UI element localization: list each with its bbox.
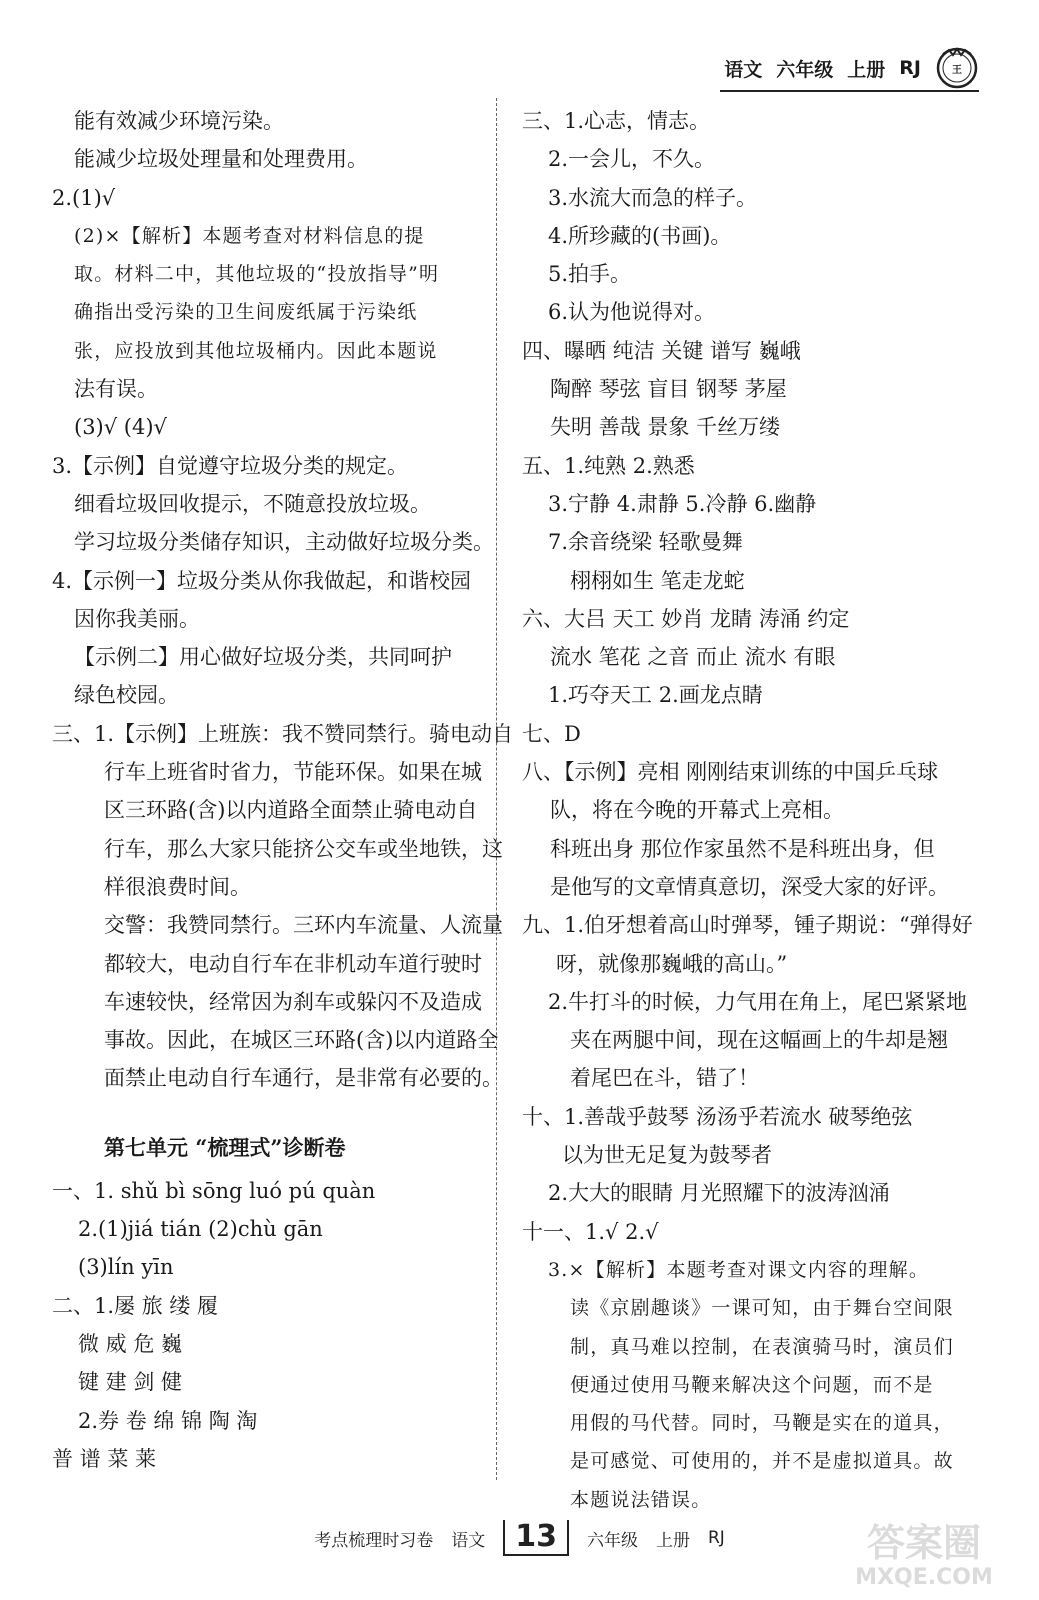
answer-line: 五、1.纯熟 2.熟悉 xyxy=(522,453,695,478)
page-header xyxy=(724,38,979,98)
footer-volume: 上册 xyxy=(655,1530,690,1551)
answer-line: 能减少垃圾处理量和处理费用。 xyxy=(74,147,368,172)
watermark xyxy=(829,1512,1019,1592)
answer-line: 能有效减少环境污染。 xyxy=(74,109,284,133)
answer-line: 学习垃圾分类储存知识，主动做好垃圾分类。 xyxy=(74,530,494,555)
answer-line: 三、1.心志，情志。 xyxy=(522,109,711,133)
answer-line: 六、大吕 天工 妙肖 龙睛 涛涌 约定 xyxy=(522,606,850,631)
answer-line: 3.×【解析】本题考查对课文内容的理解。 xyxy=(548,1258,930,1281)
answer-line: 3.宁静 4.肃静 5.冷静 6.幽静 xyxy=(548,491,817,516)
answer-line: 微 威 危 巍 xyxy=(78,1331,183,1356)
answer-line: 4.所珍藏的(书画)。 xyxy=(548,223,732,248)
answer-line: 制，真马难以控制，在表演骑马时，演员们 xyxy=(570,1335,954,1358)
answer-line: 着尾巴在斗，错了！ xyxy=(570,1066,759,1091)
answer-line: 三、1.【示例】上班族：我不赞同禁行。骑电动自 xyxy=(52,721,514,746)
unit-title: 第七单元 “梳理式”诊断卷 xyxy=(104,1134,346,1160)
answer-line: 队，将在今晚的开幕式上亮相。 xyxy=(550,798,844,823)
answer-line: 2.(1)jiá tián (2)chù gān xyxy=(78,1217,323,1242)
answer-line: 4.【示例一】垃圾分类从你我做起，和谐校园 xyxy=(52,568,472,593)
left-column xyxy=(52,102,514,1478)
footer-edition: RJ xyxy=(707,1528,725,1548)
svg-text:王: 王 xyxy=(952,65,962,76)
answer-line: 以为世无足复为鼓琴者 xyxy=(562,1143,772,1168)
answer-line: 科班出身 那位作家虽然不是科班出身，但 xyxy=(550,836,935,861)
answer-line: 二、1.屡 旅 缕 履 xyxy=(52,1293,219,1318)
answer-line: 3.水流大而急的样子。 xyxy=(548,185,758,210)
answer-line: 确指出受污染的卫生间废纸属于污染纸 xyxy=(74,301,418,324)
answer-line: 流水 笔花 之音 而止 流水 有眼 xyxy=(550,645,836,670)
answer-line: (2)×【解析】本题考查对材料信息的提 xyxy=(74,224,425,247)
answer-line: 车速较快，经常因为刹车或躲闪不及造成 xyxy=(104,989,482,1014)
answer-line: 本题说法错误。 xyxy=(570,1488,712,1511)
answer-line: 便通过使用马鞭来解决这个问题，而不是 xyxy=(570,1373,934,1396)
right-column xyxy=(522,102,982,1519)
answer-line: 失明 善哉 景象 千丝万缕 xyxy=(550,415,781,440)
answer-line: 细看垃圾回收提示，不随意投放垃圾。 xyxy=(74,491,431,516)
answer-line: 四、曝晒 纯洁 关键 谱写 巍峨 xyxy=(522,338,801,363)
answer-line: 张，应投放到其他垃圾桶内。因此本题说 xyxy=(74,339,438,362)
answer-line: 八、【示例】亮相 刚刚结束训练的中国乒乓球 xyxy=(522,760,939,785)
answer-line: 因你我美丽。 xyxy=(74,606,200,631)
answer-line: 呀，就像那巍峨的高山。” xyxy=(556,951,788,976)
column-divider xyxy=(496,98,497,1480)
answer-line: 九、1.伯牙想着高山时弹琴，锺子期说：“弹得好 xyxy=(522,913,973,938)
answer-line: 取。材料二中，其他垃圾的“投放指导”明 xyxy=(74,263,440,286)
answer-line: 十一、1.√ 2.√ xyxy=(522,1219,659,1244)
answer-line: 样很浪费时间。 xyxy=(104,874,251,899)
header-edition: RJ xyxy=(899,57,921,79)
answer-line: 6.认为他说得对。 xyxy=(548,300,716,325)
publisher-logo xyxy=(935,46,979,90)
answer-line: 行车上班省时省力，节能环保。如果在城 xyxy=(104,760,482,785)
answer-line: 用假的马代替。同时，马鞭是实在的道具， xyxy=(570,1412,954,1435)
answer-line: 夹在两腿中间，现在这幅画上的牛却是翘 xyxy=(570,1028,948,1053)
answer-line: 读《京剧趣谈》一课可知，由于舞台空间限 xyxy=(570,1297,954,1320)
footer-grade: 六年级 xyxy=(586,1530,638,1551)
answer-line: 2.牛打斗的时候，力气用在角上，尾巴紧紧地 xyxy=(548,989,968,1014)
answer-line: 【示例二】用心做好垃圾分类，共同呵护 xyxy=(74,645,452,670)
answer-line: 一、1. shǔ bì sōng luó pú quàn xyxy=(52,1178,376,1203)
answer-line: 事故。因此，在城区三环路(含)以内道路全 xyxy=(104,1028,499,1053)
page-number: 13 xyxy=(503,1520,569,1556)
answer-line: 面禁止电动自行车通行，是非常有必要的。 xyxy=(104,1066,503,1091)
answer-line: 陶醉 琴弦 盲目 钢琴 茅屋 xyxy=(550,377,787,402)
watermark-top: 答案圈 xyxy=(866,1521,982,1565)
answer-line: 7.余音绕梁 轻歌曼舞 xyxy=(548,530,743,555)
header-volume: 上册 xyxy=(847,58,886,81)
answer-line: 是可感觉、可使用的，并不是虚拟道具。故 xyxy=(570,1450,954,1473)
header-rule xyxy=(720,90,979,92)
answer-line: 行车，那么大家只能挤公交车或坐地铁，这 xyxy=(104,836,503,861)
answer-line: 2.一会儿，不久。 xyxy=(548,147,716,172)
answer-line: 交警：我赞同禁行。三环内车流量、人流量 xyxy=(104,913,503,938)
answer-line: 2.(1)√ xyxy=(52,185,116,210)
answer-line: 5.拍手。 xyxy=(548,262,632,287)
answer-line: 法有误。 xyxy=(74,377,158,402)
answer-line: 普 谱 菜 莱 xyxy=(52,1446,157,1471)
answer-line: (3)√ (4)√ xyxy=(74,415,167,440)
footer-subject: 语文 xyxy=(451,1530,486,1551)
answer-line: 区三环路(含)以内道路全面禁止骑电动自 xyxy=(104,798,478,823)
header-grade: 六年级 xyxy=(776,58,834,81)
header-subject: 语文 xyxy=(724,58,763,81)
watermark-bottom: MXQE.COM xyxy=(855,1565,993,1590)
answer-line: 1.巧夺天工 2.画龙点睛 xyxy=(548,683,763,708)
answer-line: 七、D xyxy=(522,721,581,746)
answer-line: 十、1.善哉乎鼓琴 汤汤乎若流水 破琴绝弦 xyxy=(522,1104,913,1129)
answer-line: 2.大大的眼睛 月光照耀下的波涛汹涌 xyxy=(548,1181,890,1206)
answer-line: 键 建 剑 健 xyxy=(78,1370,183,1395)
answer-line: 是他写的文章情真意切，深受大家的好评。 xyxy=(550,874,949,899)
answer-line: (3)lín yīn xyxy=(78,1255,174,1280)
answer-line: 绿色校园。 xyxy=(74,683,179,708)
answer-line: 栩栩如生 笔走龙蛇 xyxy=(570,568,745,593)
answer-line: 都较大，电动自行车在非机动车道行驶时 xyxy=(104,951,482,976)
answer-line: 2.券 卷 绵 锦 陶 淘 xyxy=(78,1408,258,1433)
footer-book: 考点梳理时习卷 xyxy=(314,1530,434,1551)
answer-line: 3.【示例】自觉遵守垃圾分类的规定。 xyxy=(52,453,409,478)
